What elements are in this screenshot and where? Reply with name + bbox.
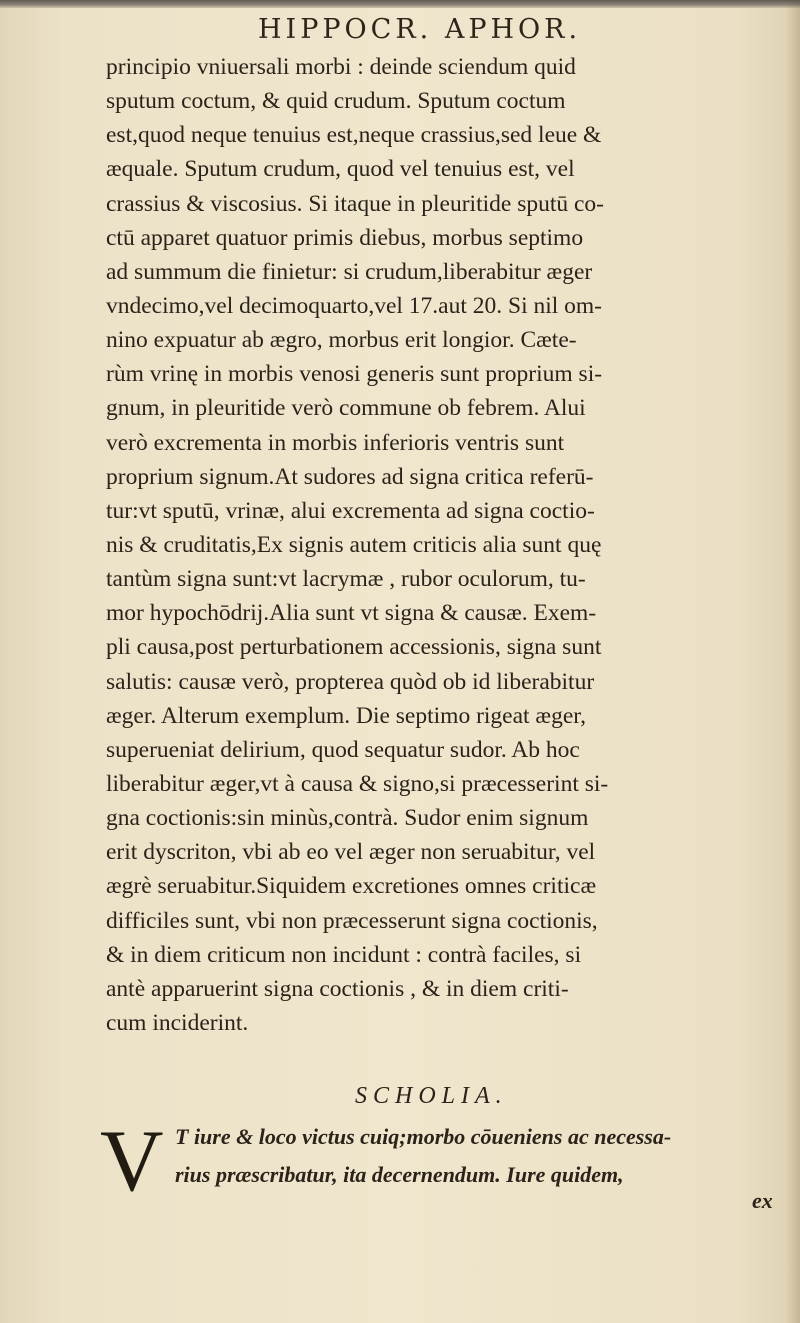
text-line: ægrè seruabitur.Siquidem excretiones omnes criticæ (106, 873, 597, 900)
text-line: verò excrementa in morbis inferioris ventris sunt (106, 429, 565, 456)
text-line: æger. Alterum exemplum. Die septimo rigeat æger, (106, 702, 587, 729)
text-line: nis & cruditatis,Ex signis autem criticis alia sunt quę (106, 531, 602, 558)
text-line: nino expuatur ab ægro, morbus erit longior. Cæte- (106, 327, 577, 354)
text-line: salutis: causæ verò, propterea quòd ob id liberabitur (106, 668, 595, 695)
text-line: proprium signum.At sudores ad signa critica referū- (106, 463, 594, 490)
text-line: ad summum die finietur: si crudum,liberabitur æger (106, 258, 593, 285)
text-line: vndecimo,vel decimoquarto,vel 17.aut 20. Si nil om- (106, 292, 603, 319)
text-line: tantùm signa sunt:vt lacrymæ , rubor oculorum, tu- (106, 566, 586, 593)
scholia-body (175, 1118, 795, 1194)
text-line: æquale. Sputum crudum, quod vel tenuius est, vel (106, 156, 575, 183)
text-line: tur:vt sputū, vrinæ, alui excrementa ad signa coctio- (106, 497, 595, 524)
text-line: pli causa,post perturbationem accessionis, signa sunt (106, 634, 602, 661)
aphorism-body (106, 50, 796, 1040)
text-line: principio vniuersali morbi : deinde sciendum quid (106, 54, 576, 80)
scholia-heading: SCHOLIA. (355, 1083, 508, 1109)
text-line: ctū apparet quatuor primis diebus, morbus septimo (106, 224, 584, 251)
text-line: cum inciderint. (106, 1009, 249, 1036)
text-line: antè apparuerint signa coctionis , & in diem criti- (106, 975, 569, 1002)
text-line: liberabitur æger,vt à causa & signo,si præcesserint si- (106, 770, 609, 797)
scholia-line: T iure & loco victus cuiq;morbo cōueniens ac necessa- (175, 1124, 672, 1149)
text-line: gnum, in pleuritide verò commune ob febrem. Alui (106, 395, 586, 422)
text-line: difficiles sunt, vbi non præcesserunt signa coctionis, (106, 907, 598, 934)
text-line: gna coctionis:sin minùs,contrà. Sudor enim signum (106, 805, 589, 832)
drop-cap: V (100, 1113, 164, 1210)
text-line: rùm vrinę in morbis venosi generis sunt proprium si- (106, 361, 603, 388)
text-line: & in diem criticum non incidunt : contrà faciles, si (106, 941, 582, 968)
text-line: crassius & viscosius. Si itaque in pleuritide sputū co- (106, 190, 605, 217)
text-line: sputum coctum, & quid crudum. Sputum coctum (106, 88, 566, 115)
catchword: ex (752, 1188, 773, 1213)
running-head: HIPPOCR. APHOR. (258, 14, 582, 45)
scholia-line: rius præscribatur, ita decernendum. Iure quidem, (175, 1162, 624, 1187)
text-line: est,quod neque tenuius est,neque crassius,sed leue & (106, 122, 602, 149)
page-top-edge (0, 0, 800, 8)
text-line: erit dyscriton, vbi ab eo vel æger non seruabitur, vel (106, 839, 596, 866)
text-line: superueniat delirium, quod sequatur sudor. Ab hoc (106, 736, 580, 763)
text-line: mor hypochōdrij.Alia sunt vt signa & causæ. Exem- (106, 600, 597, 627)
